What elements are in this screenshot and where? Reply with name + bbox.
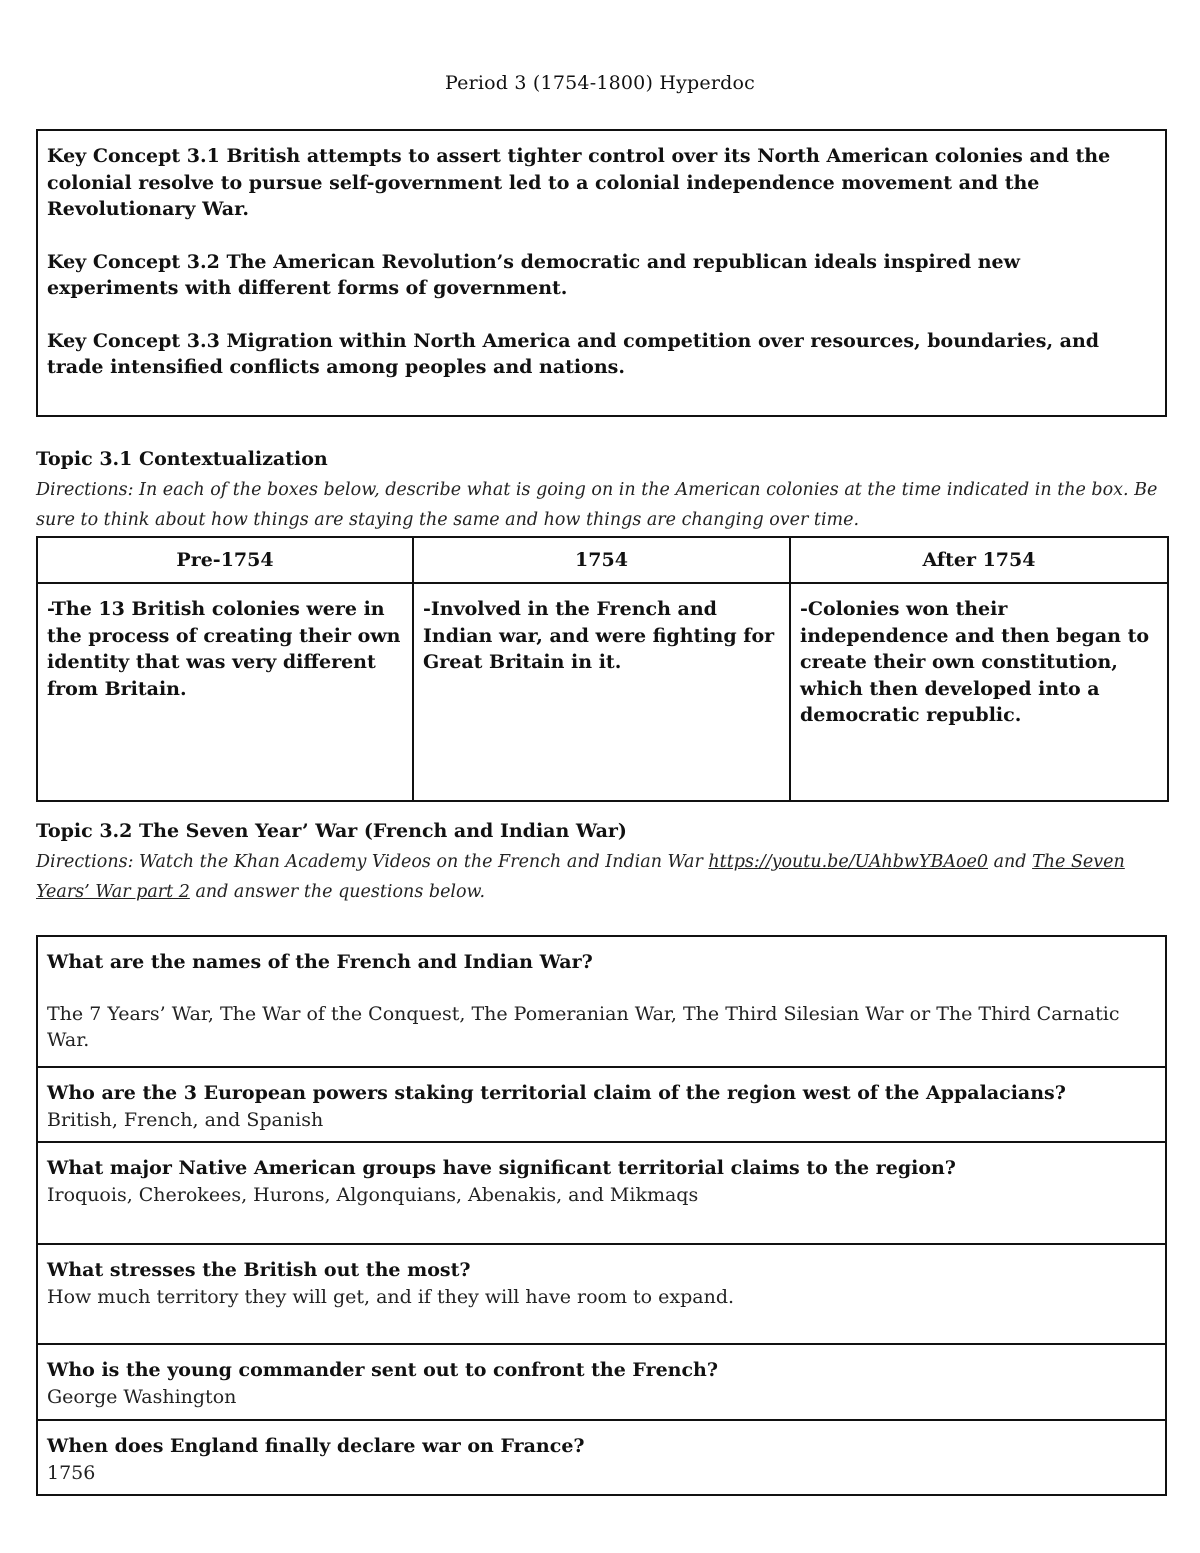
- cell-after-1754[interactable]: -Colonies won their independence and then began to create their own constitution, which then developed into a democratic republic.: [790, 583, 1168, 801]
- qa-row: [38, 1421, 1165, 1494]
- column-header-pre-1754: Pre-1754: [37, 537, 413, 583]
- qa-row: [38, 1245, 1165, 1345]
- key-concept-3-1: Key Concept 3.1 British attempts to assert tighter control over its North American colonies and the colonial resolve to pursue self-government led to a colonial independence movement and the Revolutionary War.: [47, 145, 1111, 220]
- contextualization-table: [36, 536, 1169, 802]
- qa-row: [38, 1345, 1165, 1421]
- directions-text: Directions: Watch the Khan Academy Videos on the French and Indian War: [36, 852, 703, 872]
- khan-video-link-1[interactable]: https://youtu.be/UAhbwYBAoe0: [708, 852, 988, 872]
- cell-pre-1754[interactable]: -The 13 British colonies were in the process of creating their own identity that was very different from Britain.: [37, 583, 413, 801]
- qa-row: [38, 1068, 1165, 1143]
- topic-3-1-heading: Topic 3.1 Contextualization: [36, 448, 328, 470]
- table-header-row: [37, 537, 1168, 583]
- question-text: What stresses the British out the most?: [47, 1259, 471, 1281]
- answer-text[interactable]: The 7 Years’ War, The War of the Conquest, The Pomeranian War, The Third Silesian War or The Third Carnatic War.: [47, 1002, 1120, 1051]
- answer-text[interactable]: British, French, and Spanish: [47, 1108, 324, 1131]
- directions-text-end: and answer the questions below.: [195, 882, 486, 902]
- answer-text[interactable]: How much territory they will get, and if they will have room to expand.: [47, 1285, 735, 1308]
- cell-1754[interactable]: -Involved in the French and Indian war, and were fighting for Great Britain in it.: [413, 583, 790, 801]
- answer-text[interactable]: 1756: [47, 1461, 96, 1484]
- key-concepts-box: [36, 129, 1167, 417]
- table-row: [37, 583, 1168, 801]
- page-title: Period 3 (1754-1800) Hyperdoc: [445, 72, 755, 94]
- answer-text[interactable]: Iroquois, Cherokees, Hurons, Algonquians, Abenakis, and Mikmaqs: [47, 1183, 699, 1206]
- topic-3-2-heading: Topic 3.2 The Seven Year’ War (French and Indian War): [36, 820, 627, 842]
- key-concept-3-3: Key Concept 3.3 Migration within North America and competition over resources, boundaries, and trade intensified conflicts among peoples and nations.: [47, 329, 1100, 378]
- answer-text[interactable]: George Washington: [47, 1385, 237, 1408]
- question-text: Who are the 3 European powers staking territorial claim of the region west of the Appalacians?: [47, 1082, 1066, 1104]
- questions-box: [36, 935, 1167, 1496]
- topic-3-1-directions: Directions: In each of the boxes below, describe what is going on in the American colonies at the time indicated in the box. Be sure to think about how things are staying the same and how things are changing over time.: [36, 480, 1158, 530]
- khan-video-link-2[interactable]: The Seven Years’ War part 2: [36, 852, 1125, 902]
- question-text: What major Native American groups have significant territorial claims to the region?: [47, 1157, 956, 1179]
- topic-3-2-directions: [36, 847, 1176, 907]
- column-header-after-1754: After 1754: [790, 537, 1168, 583]
- key-concept-3-2: Key Concept 3.2 The American Revolution’s democratic and republican ideals inspired new experiments with different forms of government.: [47, 250, 1020, 299]
- question-text: What are the names of the French and Indian War?: [47, 951, 593, 973]
- column-header-1754: 1754: [413, 537, 790, 583]
- directions-text-and: and: [993, 852, 1027, 872]
- question-text: Who is the young commander sent out to confront the French?: [47, 1359, 719, 1381]
- question-text: When does England finally declare war on France?: [47, 1435, 585, 1457]
- qa-row: [38, 937, 1165, 1068]
- qa-row: [38, 1143, 1165, 1245]
